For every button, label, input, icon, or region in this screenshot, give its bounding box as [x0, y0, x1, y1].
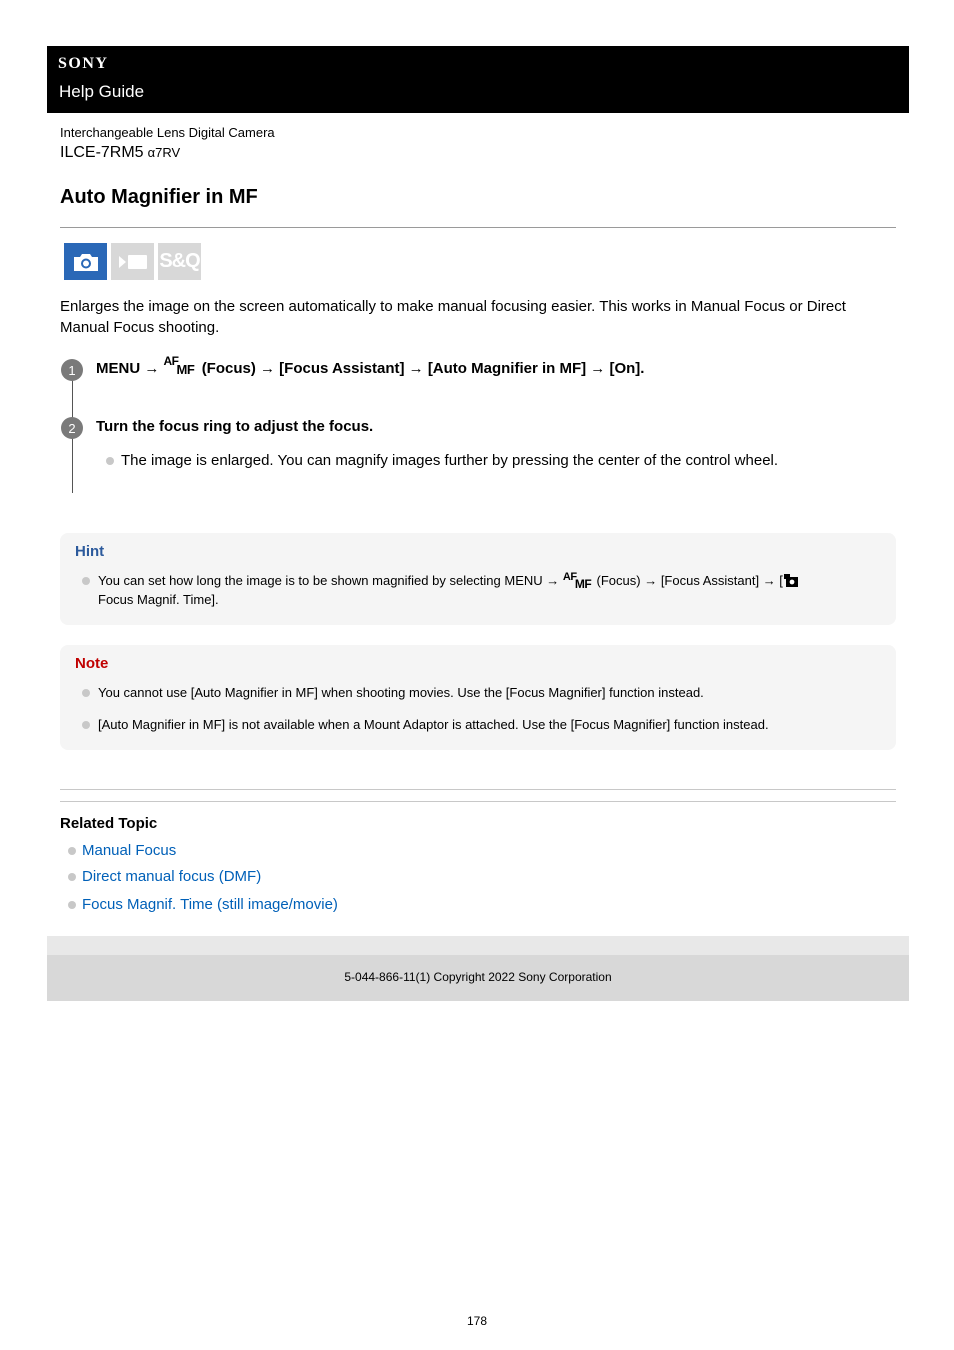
- related-topic-title: Related Topic: [60, 815, 158, 832]
- product-category: Interchangeable Lens Digital Camera: [60, 125, 275, 140]
- step-1-text: [96, 354, 645, 377]
- page-title: Auto Magnifier in MF: [60, 186, 258, 208]
- related-link-dmf[interactable]: Direct manual focus (DMF): [68, 868, 261, 885]
- sony-logo: SONY: [58, 55, 109, 72]
- step-number-1: 1: [61, 359, 83, 381]
- related-divider-bottom: [60, 801, 896, 802]
- footer-band: [47, 936, 909, 955]
- bullet-icon: [68, 847, 76, 855]
- note-item: [82, 683, 872, 702]
- help-guide-title: Help Guide: [59, 82, 145, 101]
- af-mf-focus-icon: AF MF: [163, 354, 195, 377]
- movie-icon: [111, 243, 154, 280]
- sq-icon: [158, 243, 201, 280]
- note-title: Note: [75, 655, 109, 672]
- still-camera-icon: [64, 243, 107, 280]
- shooting-mode-icons: [64, 243, 201, 280]
- hint-title: Hint: [75, 543, 105, 560]
- step-1-suffix: (Focus) → [Focus Assistant] → [Auto Magnifier in MF] → [On].: [201, 360, 645, 377]
- note-box: [60, 645, 896, 750]
- step-number-2: 2: [61, 417, 83, 439]
- page-header: [47, 46, 909, 113]
- bullet-icon: [68, 873, 76, 881]
- step-2-text: Turn the focus ring to adjust the focus.: [96, 418, 374, 435]
- related-link-focus-magnif-time[interactable]: Focus Magnif. Time (still image/movie): [68, 896, 338, 913]
- step-2-bullet-text: The image is enlarged. You can magnify images further by pressing the center of the control wheel.: [121, 452, 779, 469]
- related-divider-top: [60, 789, 896, 790]
- related-link-manual-focus[interactable]: Manual Focus: [68, 842, 176, 859]
- step-2-bullet: [106, 452, 778, 469]
- title-divider: [60, 227, 896, 228]
- note-item: [82, 715, 872, 734]
- page-footer: [47, 955, 909, 1001]
- page-number: 178: [466, 1314, 488, 1328]
- bullet-icon: [106, 457, 114, 465]
- hint-item: [82, 571, 872, 609]
- sq-label: S&Q: [159, 250, 200, 272]
- step-1-prefix: MENU →: [96, 360, 160, 377]
- af-mf-focus-icon: AF MF: [562, 571, 592, 591]
- hint-box: [60, 533, 896, 625]
- bullet-icon: [82, 689, 90, 697]
- bullet-icon: [82, 577, 90, 585]
- model-number: ILCE-7RM5: [60, 144, 144, 161]
- note-item-text: You cannot use [Auto Magnifier in MF] when shooting movies. Use the [Focus Magnifier] function instead.: [98, 685, 704, 700]
- copyright-text: 5-044-866-11(1) Copyright 2022 Sony Corporation: [344, 970, 612, 984]
- note-item-text: [Auto Magnifier in MF] is not available when a Mount Adaptor is attached. Use the [Focus Magnifier] function instead.: [98, 717, 769, 732]
- hint-item-text: You can set how long the image is to be shown magnified by selecting MENU → AF MF (Focus) → [Focus Assistant] → [ Focus Magnif. Time].: [98, 571, 799, 609]
- bullet-icon: [82, 721, 90, 729]
- model-alias: α7RV: [147, 145, 181, 160]
- intro-text: Enlarges the image on the screen automatically to make manual focusing easier. This works in Manual Focus or Direct Manual Focus shooting.: [60, 298, 846, 336]
- product-model: [60, 144, 180, 162]
- bullet-icon: [68, 901, 76, 909]
- camera-menu-icon: [783, 572, 799, 588]
